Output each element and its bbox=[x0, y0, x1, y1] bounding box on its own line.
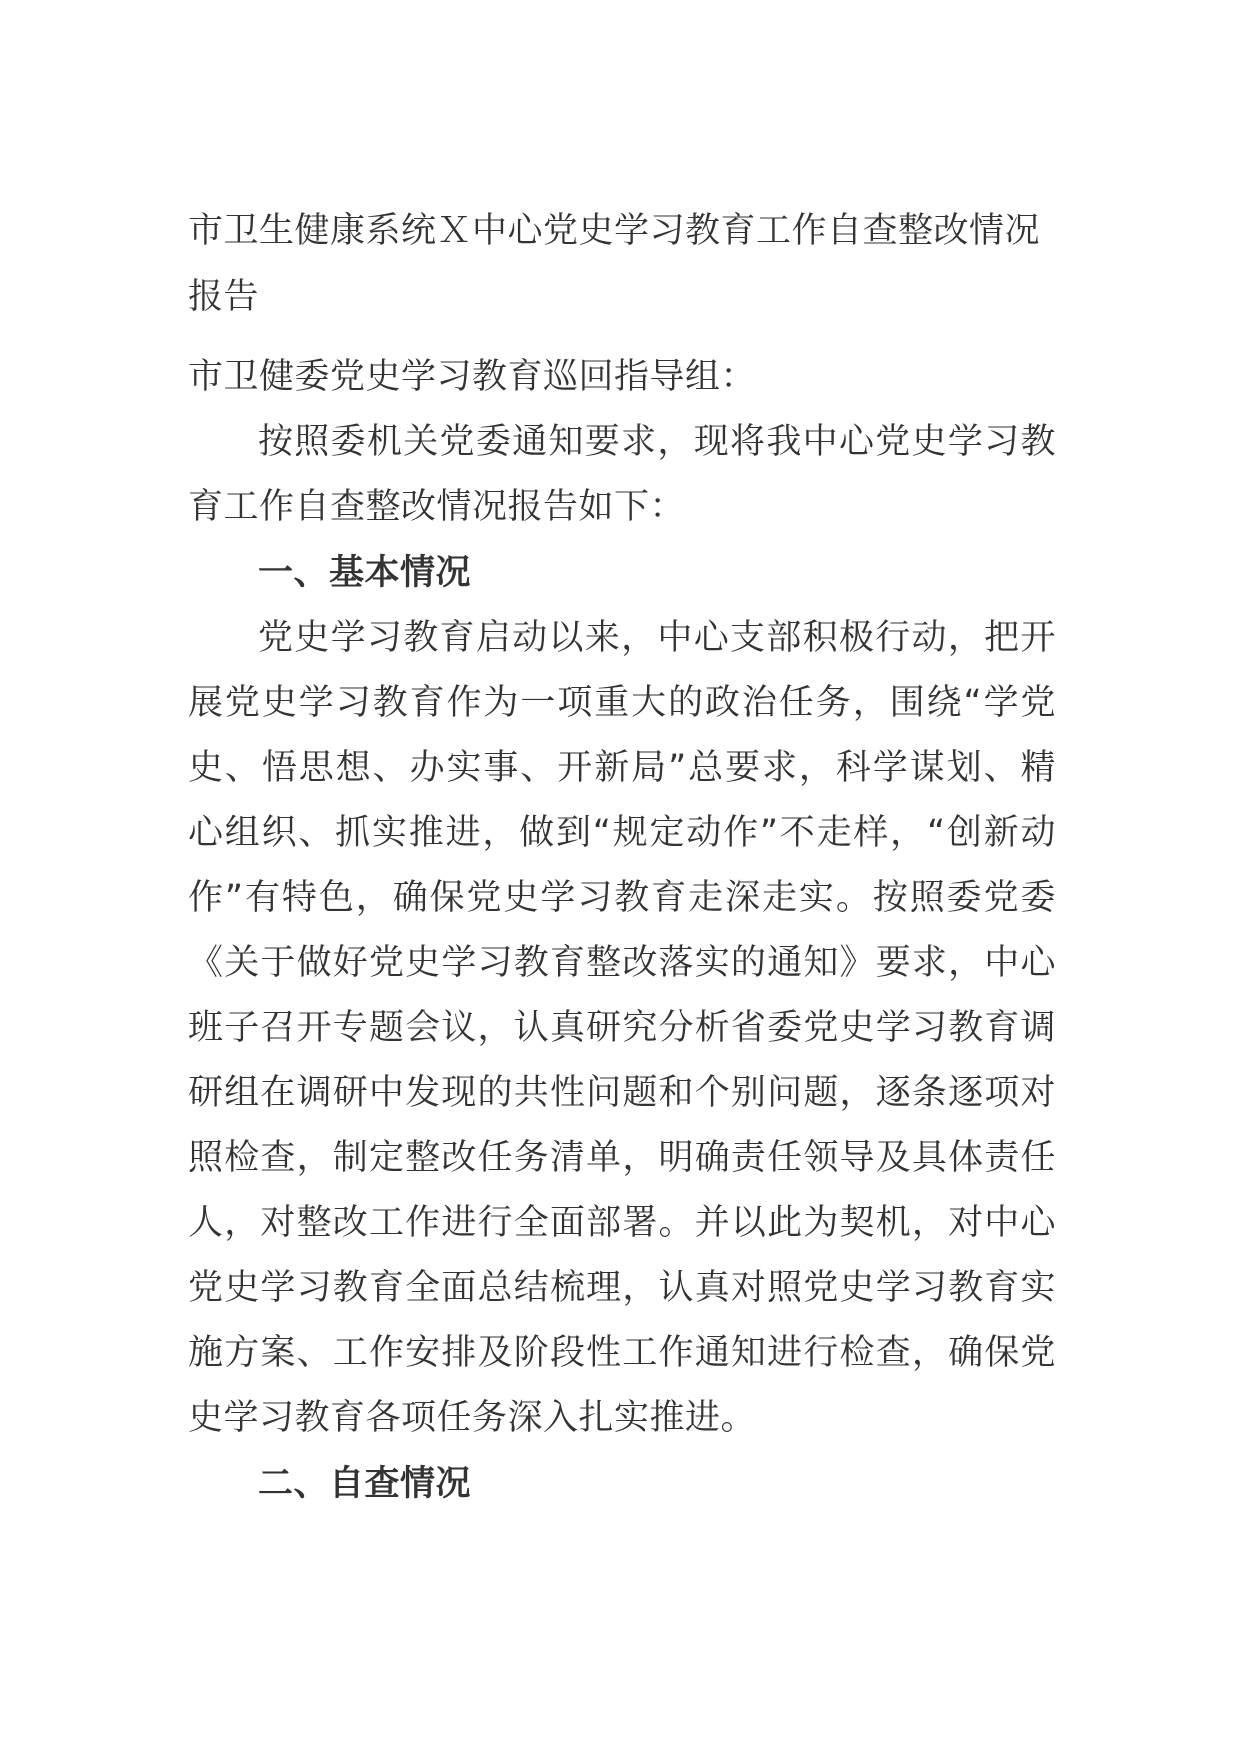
section-basic-paragraph: 党史学习教育启动以来，中心支部积极行动，把开展党史学习教育作为一项重大的政治任务，围绕“学党史、悟思想、办实事、开新局”总要求，科学谋划、精心组织、抓实推进，做到“规定动作”不走样，“创新动作”有特色，确保党史学习教育走深走实。按照委党委《关于做好党史学习教育整改落实的通知》要求，中心班子召开专题会议，认真研究分析省委党史学习教育调研组在调研中发现的共性问题和个别问题，逐条逐项对照检查，制定整改任务清单，明确责任领导及具体责任人，对整改工作进行全面部署。并以此为契机，对中心党史学习教育全面总结梳理，认真对照党史学习教育实施方案、工作安排及阶段性工作通知进行检查，确保党史学习教育各项任务深入扎实推进。 bbox=[188, 618, 1056, 1438]
section-heading-basic: 一、基本情况 bbox=[258, 553, 472, 593]
section-heading-self-check: 二、自查情况 bbox=[258, 1464, 472, 1504]
document-body bbox=[188, 198, 1056, 1517]
salutation: 市卫健委党史学习教育巡回指导组： bbox=[188, 357, 757, 397]
intro-paragraph: 按照委机关党委通知要求，现将我中心党史学习教育工作自查整改情况报告如下： bbox=[188, 422, 1056, 527]
document-title: 市卫生健康系统Ｘ中心党史学习教育工作自查整改情况报告 bbox=[188, 211, 1041, 317]
